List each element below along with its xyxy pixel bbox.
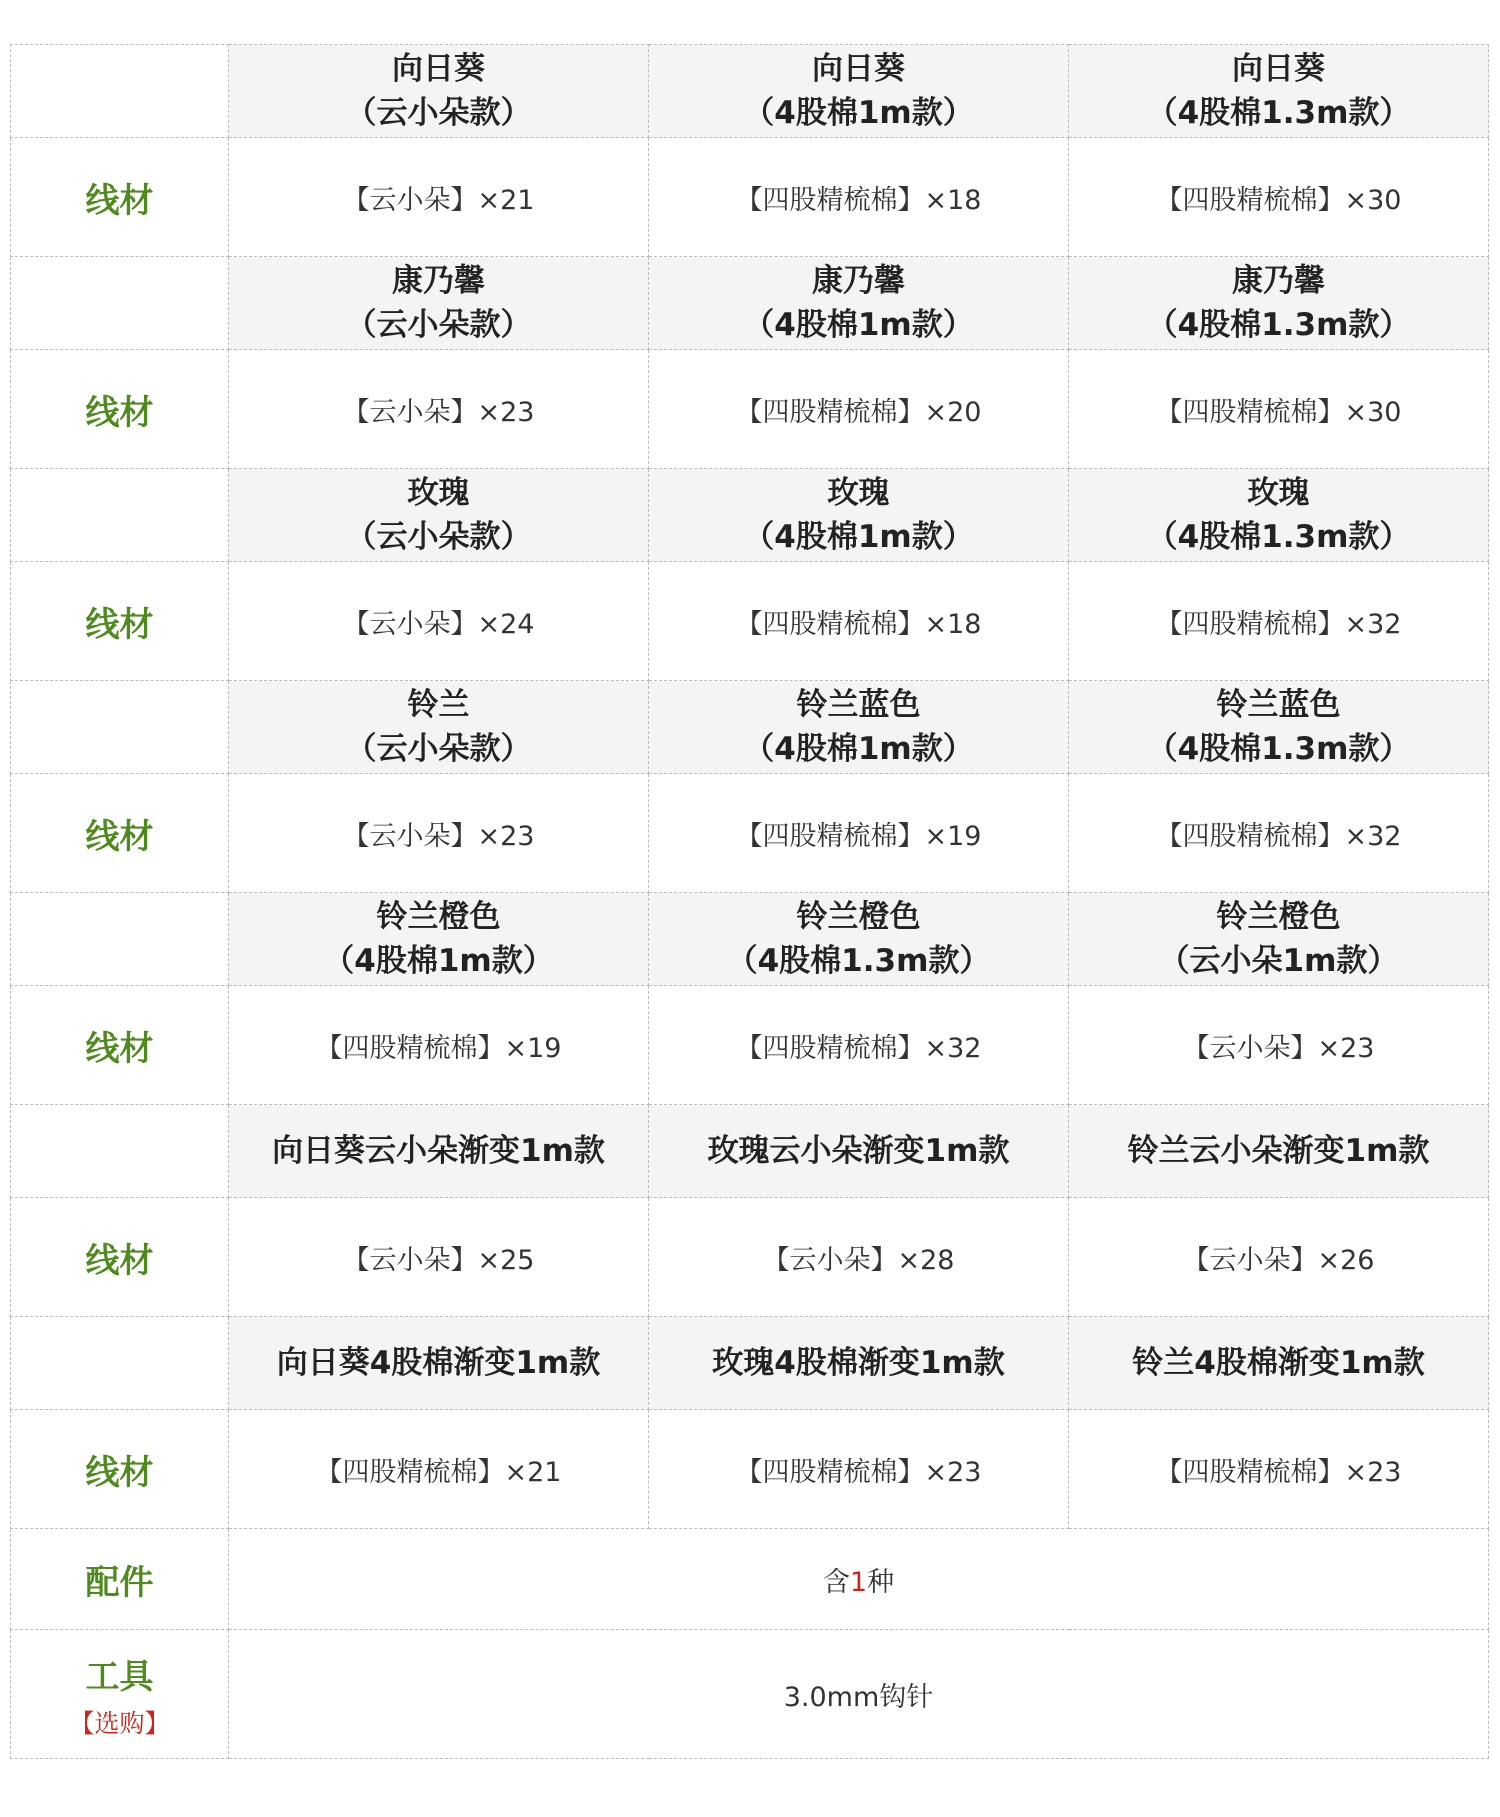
summary-body xyxy=(11,1529,1489,1759)
product-variant: （4股棉1m款） xyxy=(743,731,974,767)
material-cell: 【四股精梳棉】×30 xyxy=(1069,350,1489,469)
material-cell: 【四股精梳棉】×20 xyxy=(649,350,1069,469)
product-name: 玫瑰 xyxy=(407,475,470,511)
product-variant: （云小朵款） xyxy=(345,95,532,131)
product-name: 铃兰橙色 xyxy=(376,899,501,935)
product-header-cell xyxy=(649,681,1069,774)
product-header-cell xyxy=(229,469,649,562)
product-header-cell xyxy=(1069,681,1489,774)
material-cell: 【四股精梳棉】×21 xyxy=(229,1410,649,1529)
product-variant: （4股棉1.3m款） xyxy=(1146,307,1411,343)
product-name: 向日葵云小朵渐变1m款 xyxy=(272,1133,605,1169)
product-header-cell xyxy=(229,681,649,774)
accessories-row xyxy=(11,1529,1489,1630)
header-blank-cell xyxy=(11,469,229,562)
material-cell: 【云小朵】×23 xyxy=(1069,986,1489,1105)
material-row xyxy=(11,1410,1489,1529)
material-label: 线材 xyxy=(11,1198,229,1317)
product-header-cell xyxy=(649,469,1069,562)
accessories-value xyxy=(229,1529,1489,1630)
product-name: 铃兰4股棉渐变1m款 xyxy=(1132,1345,1425,1381)
material-row xyxy=(11,350,1489,469)
material-row xyxy=(11,138,1489,257)
product-header-cell xyxy=(229,257,649,350)
material-label: 线材 xyxy=(11,562,229,681)
material-cell: 【四股精梳棉】×18 xyxy=(649,138,1069,257)
product-variant: （云小朵1m款） xyxy=(1158,943,1399,979)
material-label: 线材 xyxy=(11,774,229,893)
header-blank-cell xyxy=(11,681,229,774)
product-variant: （4股棉1m款） xyxy=(743,307,974,343)
accessories-count: 1 xyxy=(849,1566,868,1598)
accessories-prefix: 含 xyxy=(822,1566,850,1598)
product-name: 玫瑰4股棉渐变1m款 xyxy=(712,1345,1005,1381)
header-blank-cell xyxy=(11,1317,229,1410)
material-cell: 【四股精梳棉】×18 xyxy=(649,562,1069,681)
material-cell: 【四股精梳棉】×32 xyxy=(1069,562,1489,681)
material-label: 线材 xyxy=(11,986,229,1105)
tools-label: 工具 xyxy=(85,1656,154,1697)
materials-spec-sheet xyxy=(10,44,1488,1759)
header-blank-cell xyxy=(11,893,229,986)
product-header-cell xyxy=(229,893,649,986)
product-variant: （4股棉1m款） xyxy=(743,95,974,131)
material-row xyxy=(11,774,1489,893)
product-header-cell xyxy=(229,1105,649,1198)
product-name: 铃兰蓝色 xyxy=(1216,687,1341,723)
product-header-cell xyxy=(1069,893,1489,986)
material-label: 线材 xyxy=(11,1410,229,1529)
material-cell: 【云小朵】×23 xyxy=(229,350,649,469)
product-variant: （云小朵款） xyxy=(345,307,532,343)
materials-table-body xyxy=(11,45,1489,1529)
product-header-cell xyxy=(1069,257,1489,350)
product-header-cell xyxy=(1069,45,1489,138)
material-row xyxy=(11,1198,1489,1317)
product-header-cell xyxy=(649,257,1069,350)
product-name: 康乃馨 xyxy=(812,263,905,299)
product-variant: （云小朵款） xyxy=(345,731,532,767)
material-cell: 【四股精梳棉】×23 xyxy=(649,1410,1069,1529)
tools-label-cell xyxy=(11,1630,229,1759)
product-header-row xyxy=(11,893,1489,986)
product-header-cell xyxy=(1069,1105,1489,1198)
product-name: 康乃馨 xyxy=(1232,263,1325,299)
tools-value: 3.0mm钩针 xyxy=(229,1630,1489,1759)
product-variant: （4股棉1.3m款） xyxy=(1146,731,1411,767)
product-name: 向日葵 xyxy=(1232,51,1325,87)
material-cell: 【云小朵】×24 xyxy=(229,562,649,681)
material-cell: 【四股精梳棉】×19 xyxy=(229,986,649,1105)
material-cell: 【四股精梳棉】×30 xyxy=(1069,138,1489,257)
product-header-cell xyxy=(649,893,1069,986)
material-cell: 【四股精梳棉】×23 xyxy=(1069,1410,1489,1529)
product-header-cell xyxy=(1069,1317,1489,1410)
product-name: 向日葵4股棉渐变1m款 xyxy=(276,1345,601,1381)
product-variant: （云小朵款） xyxy=(345,519,532,555)
product-header-cell xyxy=(229,1317,649,1410)
product-name: 玫瑰云小朵渐变1m款 xyxy=(707,1133,1010,1169)
header-blank-cell xyxy=(11,257,229,350)
material-cell: 【云小朵】×21 xyxy=(229,138,649,257)
product-name: 向日葵 xyxy=(812,51,905,87)
product-header-cell xyxy=(229,45,649,138)
material-row xyxy=(11,986,1489,1105)
product-header-row xyxy=(11,1105,1489,1198)
product-name: 铃兰蓝色 xyxy=(796,687,921,723)
product-name: 铃兰 xyxy=(407,687,470,723)
product-header-row xyxy=(11,469,1489,562)
material-cell: 【云小朵】×25 xyxy=(229,1198,649,1317)
product-variant: （4股棉1m款） xyxy=(323,943,554,979)
product-name: 康乃馨 xyxy=(392,263,485,299)
product-variant: （4股棉1m款） xyxy=(743,519,974,555)
material-label: 线材 xyxy=(11,350,229,469)
product-header-cell xyxy=(1069,469,1489,562)
product-header-row xyxy=(11,45,1489,138)
product-header-cell xyxy=(649,1317,1069,1410)
material-label: 线材 xyxy=(11,138,229,257)
product-variant: （4股棉1.3m款） xyxy=(1146,519,1411,555)
material-cell: 【云小朵】×23 xyxy=(229,774,649,893)
material-cell: 【云小朵】×26 xyxy=(1069,1198,1489,1317)
header-blank-cell xyxy=(11,1105,229,1198)
tools-row xyxy=(11,1630,1489,1759)
product-header-cell xyxy=(649,1105,1069,1198)
material-cell: 【四股精梳棉】×19 xyxy=(649,774,1069,893)
header-blank-cell xyxy=(11,45,229,138)
product-name: 玫瑰 xyxy=(827,475,890,511)
product-name: 铃兰橙色 xyxy=(1216,899,1341,935)
accessories-suffix: 种 xyxy=(867,1566,895,1598)
tools-optional-note: 【选购】 xyxy=(69,1708,170,1738)
product-name: 铃兰橙色 xyxy=(796,899,921,935)
product-header-row xyxy=(11,1317,1489,1410)
product-variant: （4股棉1.3m款） xyxy=(726,943,991,979)
product-name: 玫瑰 xyxy=(1247,475,1310,511)
material-cell: 【云小朵】×28 xyxy=(649,1198,1069,1317)
material-row xyxy=(11,562,1489,681)
product-variant: （4股棉1.3m款） xyxy=(1146,95,1411,131)
materials-table xyxy=(10,44,1489,1759)
product-header-row xyxy=(11,681,1489,774)
product-name: 向日葵 xyxy=(392,51,485,87)
material-cell: 【四股精梳棉】×32 xyxy=(1069,774,1489,893)
material-cell: 【四股精梳棉】×32 xyxy=(649,986,1069,1105)
product-header-row xyxy=(11,257,1489,350)
accessories-label: 配件 xyxy=(11,1529,229,1630)
product-name: 铃兰云小朵渐变1m款 xyxy=(1127,1133,1430,1169)
product-header-cell xyxy=(649,45,1069,138)
